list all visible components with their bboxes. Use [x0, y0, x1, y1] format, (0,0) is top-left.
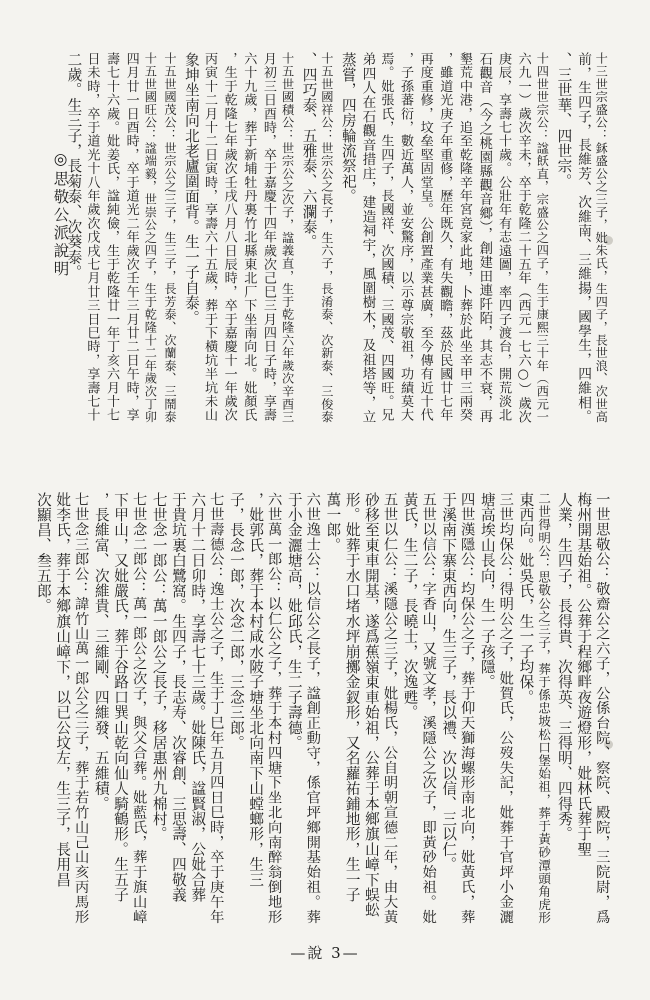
text-column: ，雖道光庚子年重修，歷年既久，有失觀瞻，茲於民國廿七年: [437, 52, 453, 422]
text-column: 塘高埃山長向，生一子孩隱。: [478, 492, 496, 690]
text-column: 月初三日酉時，卒于嘉慶十四年歲次己巳三月四日子時，享壽: [260, 52, 276, 422]
text-column: 十五世國積公：世宗公之次子，諡義直，生于乾隆六年歲次辛酉三: [280, 52, 295, 424]
text-column: 于貴坑裏白鷺窩。生四子，長志寿、次睿創、三思壽、四敬義: [169, 492, 187, 903]
text-column: ，長維富、次維貴、三維剛、四維發、五維積。: [92, 492, 110, 812]
text-column: 三世均保公：得明公之子，妣賀氏，公歿失記，妣葬于官坪小金灑: [497, 492, 514, 925]
text-column: 子，長念一郎，次念二郎，三念三郎。: [227, 492, 245, 751]
text-column: 形。妣葬于水口堵水坪崩擲金釵形，又名蘿祐鋪地形，生一子: [343, 492, 361, 903]
text-column: 二歲。生三子，長菊泰、次葵泰。: [65, 52, 83, 280]
text-column: 六十九歲，葬于新埔牡丹裏竹北縣東北厂下坐南向北。妣顏氏: [241, 52, 257, 422]
text-column: 砂移至東車開基，遂爲蕉嶺東車始祖，公葬于本鄉旗山嶂下蜈蚣: [362, 492, 380, 918]
text-column: 七世念二郎公：萬一郎公之次子，與父合葬。妣藍氏，葬于旗山嶂: [131, 492, 148, 925]
text-column: 蒸嘗，四房輪流祭祀。: [339, 52, 357, 204]
text-column: 、三世華、四世宗。: [555, 52, 573, 189]
text-column: 七世壽德公：逸士公之子，生于丁巳年五月四日巳時，卒于庚午年: [208, 492, 225, 925]
text-column: 丙寅十二月十二日寅時，享壽六十五歲，葬于下橫坑半坑未山: [202, 52, 218, 422]
text-column: 前，生四子，長維芳、次維南、三維揚，國學生，四維相。: [575, 52, 592, 424]
text-column: 黃氏，生二子，長曉士，次逸甦。: [401, 492, 419, 720]
text-column: 十五世國祥公：世宗公之長子，生六子，長淆泰、次新泰、三俊泰: [319, 52, 334, 424]
text-column: 人業，生四子，長得貴、次得英、三得明、四得秀。: [555, 492, 573, 842]
text-column: 象坤坐南向北老廬圍面背。生一子自泰。: [182, 52, 200, 326]
text-column: 二世得明公：思敬公之三子，葬于係忠坡松口堡始祖，葬于黃砂潭頭角虎形: [536, 492, 552, 925]
text-column: 妣李氏，葬于本鄉旗山嶂下，以已公坟左，生三子，長用昌: [54, 492, 72, 888]
section-heading: ◎思敬公派說明: [51, 150, 70, 279]
text-column: 十四世世宗公：諡飫直，宗盛公之四子，生于康熙三十年（西元一: [535, 52, 550, 424]
text-column: 四世漢隱公：均保公之子，葬于仰天獅海螺形南北向，妣黃氏，葬: [459, 492, 476, 925]
text-column: 一世思敬公：敬齋公之六子，公係台院、察院、殿院，三院尉，爲: [594, 492, 611, 925]
page-number: —說 3—: [290, 944, 360, 962]
text-column: 十五世國茂公：世宗公之三子，生三子，長芳泰、次蘭泰、三鬧泰: [163, 52, 177, 424]
text-column: 壽七十六歲。妣姜氏，諡純儉，生于乾隆廿一年丁亥六月十七: [104, 52, 120, 422]
text-column: 再度重修，坟垒堅固堂皇。公創置產業甚廣，至今傳有近十代: [417, 52, 433, 422]
text-column: 十五世國旺公：諡端毅，世崇公之四子，生于乾隆十二年歲次丁卯: [143, 52, 158, 424]
text-column: 墾荒中港，追至乾隆辛年宮竟家此地，卜葬於此坐辛甲三兩癸: [456, 52, 472, 422]
text-column: 東西向。妣吳氏，生一子均保。: [517, 492, 535, 705]
text-column: 梅州開基始祖。公葬于程鄉畔夜遊燈形，妣林氏葬于聖: [575, 492, 593, 857]
text-column: 七世念三郎公：諱竹山萬一郎公之三子，葬于若竹山己山亥丙馬形: [73, 492, 90, 925]
text-column: 庚辰，享壽七十歲。公壯年有志遠圖，率四子渡台，開荒淡北: [496, 52, 512, 422]
text-column: 五世以信公：字香山，又號文孝，溪隱公之次子，即黃砂始祖。妣: [420, 492, 437, 925]
text-column: 六世萬一郎公：以仁公之子，葬于本村四塘下坐北向南醉翁倒地形: [266, 492, 283, 925]
text-column: 焉。妣張氏，生四子，長國祥、次國積、三國茂、四國旺。兄: [378, 52, 394, 422]
text-column: 次顯昌、叁五郎。: [34, 492, 52, 614]
text-column: 于小金灑塘高，妣邱氏，生二子壽德。: [285, 492, 303, 751]
text-column: 十三世宗盛公：鉌盛公之三子，妣朱氏，生四子，長世浪、次世高: [594, 52, 609, 424]
text-column: ，生于乾隆七年歲次壬戌八月八日辰時，卒于嘉慶十一年歲次: [221, 52, 237, 422]
text-column: 六月十二日卯時，享壽七十三歲。妣陳氏，諡賢淑，公妣合葬: [189, 492, 207, 903]
text-column: 五世以仁公：溪隱公之三子，妣楊氏，公自明朝宣德二年，由大黃: [381, 492, 398, 925]
text-column: 四月廿一日酉時，卒于道光二年歲次壬午三月廿二日午時，享: [123, 52, 139, 422]
text-column: 萬一郎。: [324, 492, 342, 553]
text-column: 日未時，卒于道光十八年歲次戊戌七月廿三日巳時，享壽七十: [84, 52, 100, 422]
text-column: ，子孫蕃衍，數近萬人，並安驚序，以示尊宗敬祖，功績莫大: [398, 52, 414, 422]
text-column: 、四巧泰、五雅泰、六瀾泰。: [300, 52, 318, 250]
text-column: 石觀音（今之桃園縣觀音鄉），創建田連阡陌，其志不衰，再: [476, 52, 492, 424]
text-column: ，妣郭氏，葬于本村咸水陂子塘坐北向南下山螳螂形，生三: [247, 492, 265, 888]
text-column: 六世逸士公：以信公之長子，諡創正動守，係官坪鄉開基始祖。葬: [304, 492, 321, 925]
text-column: 于溪南下寨東西向，生三子，長以禮、次以信、三以仁。: [440, 492, 458, 872]
text-column: 七世念一郎公：萬一郎公之長子，移居惠州九棉村。: [150, 492, 168, 842]
text-column: 六九一）歲次辛未，卒于乾隆二十五年（西元一七六○）歲次: [515, 52, 531, 424]
text-column: 弟四人在石觀音措庄，建造祠宇，風圍樹木，及祖塔等，立: [359, 52, 376, 424]
text-column: 下甲山，又妣嚴氏，葬于谷路口巽山乾向仙人騎鶴形。生五子: [112, 492, 130, 903]
